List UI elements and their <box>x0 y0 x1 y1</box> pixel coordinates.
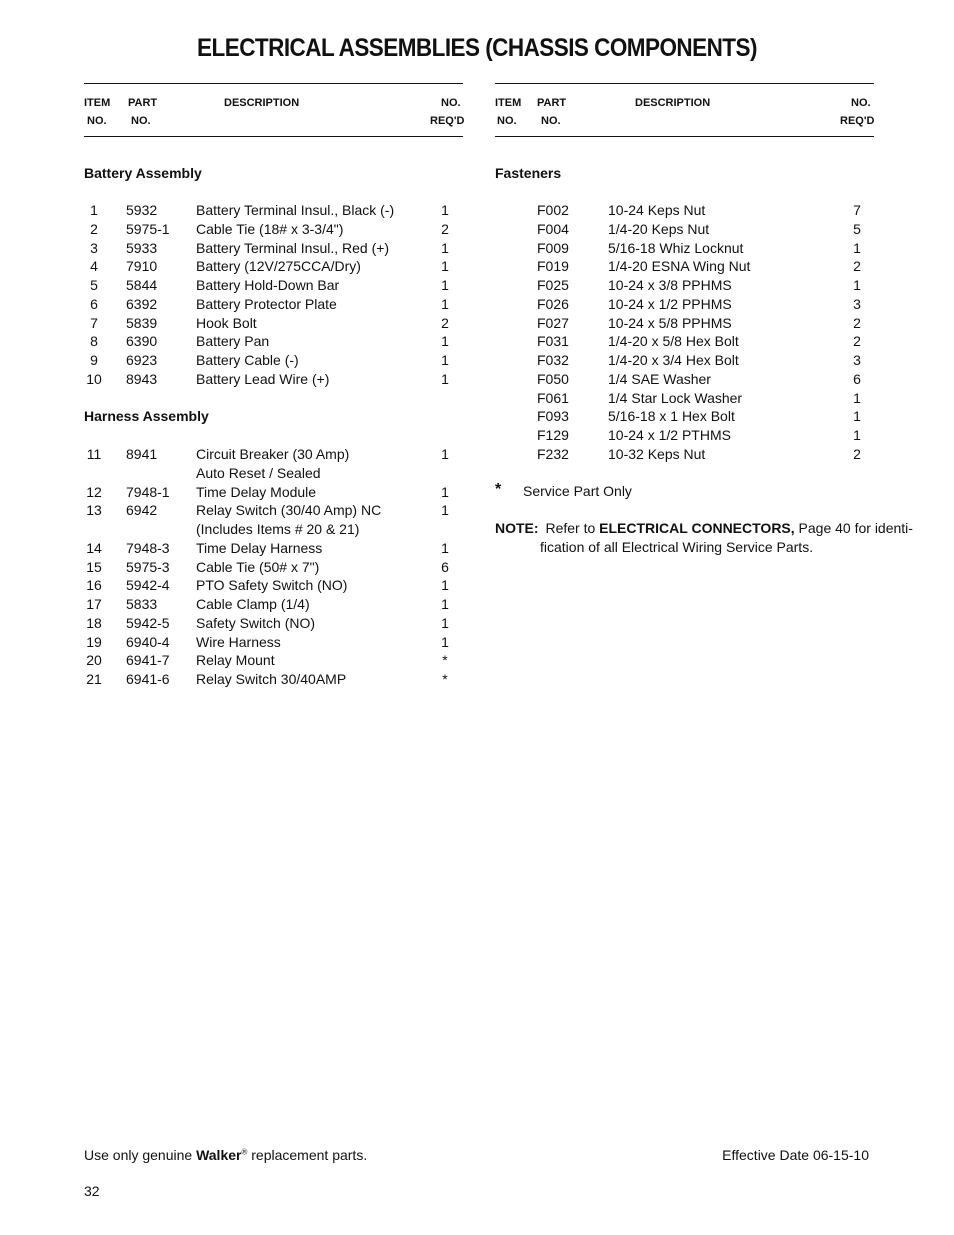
fastener-row <box>495 295 874 314</box>
part-row <box>84 257 463 276</box>
part-number: 5932 <box>126 202 158 218</box>
quantity-required: 5 <box>853 220 861 237</box>
part-number: 5844 <box>126 277 158 293</box>
quantity-required: 3 <box>853 295 861 312</box>
part-number: 5833 <box>126 596 158 612</box>
part-description: Relay Switch (30/40 Amp) NC <box>196 502 382 519</box>
note-continuation: fication of all Electrical Wiring Service Parts. <box>540 539 814 555</box>
quantity-required: * <box>442 671 448 687</box>
header-description-label: DESCRIPTION <box>635 97 711 109</box>
note-reference: ELECTRICAL CONNECTORS, <box>599 520 795 536</box>
part-number: 7910 <box>126 258 158 275</box>
header-item-no-label: NO. <box>87 115 107 127</box>
fastener-row <box>495 220 874 239</box>
quantity-required: 1 <box>441 502 449 519</box>
item-number: 18 <box>86 614 102 631</box>
column-header <box>84 84 463 136</box>
page-title: ELECTRICAL ASSEMBLIES (CHASSIS COMPONENTS) <box>197 34 757 62</box>
fastener-row <box>495 257 874 276</box>
part-number: 5839 <box>126 314 158 331</box>
item-number: 17 <box>86 596 102 612</box>
left-parts-column <box>84 83 465 687</box>
item-number: 3 <box>90 239 98 256</box>
quantity-required: 1 <box>441 633 449 650</box>
right-parts-column <box>495 83 913 555</box>
header-item-no-label: NO. <box>497 115 517 127</box>
footer-genuine-parts <box>84 1147 367 1163</box>
part-description: 10-24 x 1/2 PTHMS <box>608 427 731 443</box>
part-number: F002 <box>537 202 569 218</box>
quantity-required: 2 <box>441 220 449 237</box>
fastener-row <box>495 407 874 426</box>
part-description: 10-24 Keps Nut <box>608 202 706 218</box>
part-description: Relay Mount <box>196 652 275 669</box>
part-description: Cable Tie (50# x 7") <box>196 558 320 575</box>
quantity-required: 1 <box>441 333 449 350</box>
item-number: 2 <box>90 220 98 237</box>
part-number: F025 <box>537 277 569 293</box>
part-description: 10-32 Keps Nut <box>608 445 706 462</box>
quantity-required: 1 <box>441 202 449 218</box>
footer-text-start: Use only genuine <box>84 1147 193 1163</box>
part-number: 7948-1 <box>126 483 170 500</box>
quantity-required: 1 <box>853 408 861 425</box>
quantity-required: 1 <box>853 389 861 406</box>
part-description: 10-24 x 3/8 PPHMS <box>608 277 732 293</box>
quantity-required: 1 <box>853 427 861 443</box>
header-part-no-label: NO. <box>541 115 561 127</box>
part-description: Cable Clamp (1/4) <box>196 596 310 612</box>
quantity-required: 2 <box>853 445 861 462</box>
part-number: 6942 <box>126 502 158 519</box>
part-row <box>84 220 463 239</box>
item-number: 7 <box>90 314 98 331</box>
part-row <box>84 539 463 558</box>
part-row <box>84 332 463 351</box>
part-row <box>84 633 463 652</box>
header-part-no-label: NO. <box>131 115 151 127</box>
quantity-required: 1 <box>441 596 449 612</box>
part-row <box>84 595 463 614</box>
item-number: 10 <box>86 370 102 387</box>
part-number: 6390 <box>126 333 158 350</box>
part-description: Battery Cable (-) <box>196 352 299 368</box>
registered-mark: ® <box>241 1147 248 1157</box>
header-item-label: ITEM <box>495 97 522 109</box>
electrical-connectors-note <box>495 520 913 536</box>
item-number: 15 <box>86 558 102 575</box>
item-number: 1 <box>90 202 98 218</box>
part-number: F129 <box>537 427 569 443</box>
fastener-row <box>495 370 874 389</box>
part-description: 10-24 x 5/8 PPHMS <box>608 314 732 331</box>
part-description: Relay Switch 30/40AMP <box>196 671 347 687</box>
part-number: F031 <box>537 333 569 350</box>
fastener-row <box>495 239 874 258</box>
part-description: 1/4-20 x 5/8 Hex Bolt <box>608 333 739 350</box>
item-number: 20 <box>86 652 102 669</box>
part-row <box>84 670 463 689</box>
part-number: 5975-3 <box>126 558 170 575</box>
part-description: 1/4-20 x 3/4 Hex Bolt <box>608 352 739 368</box>
part-number: F093 <box>537 408 569 425</box>
part-row <box>84 201 463 220</box>
part-description: Battery Terminal Insul., Black (-) <box>196 202 395 218</box>
part-number: 5942-4 <box>126 577 170 594</box>
part-description: 1/4 Star Lock Washer <box>608 389 743 406</box>
harness-assembly-title: Harness Assembly <box>84 408 209 424</box>
part-number: 7948-3 <box>126 539 170 556</box>
part-description: Battery Protector Plate <box>196 295 337 312</box>
part-number: F019 <box>537 258 569 275</box>
part-description: Safety Switch (NO) <box>196 614 316 631</box>
part-number: F032 <box>537 352 569 368</box>
quantity-required: 3 <box>853 352 861 368</box>
fastener-row <box>495 276 874 295</box>
quantity-required: 1 <box>441 483 449 500</box>
quantity-required: 1 <box>441 446 449 462</box>
battery-assembly-title: Battery Assembly <box>84 165 202 181</box>
fastener-row <box>495 201 874 220</box>
header-qty-no-label: NO. <box>851 97 871 109</box>
part-number: F027 <box>537 314 569 331</box>
part-number: 5933 <box>126 239 158 256</box>
note-text-start: Refer to <box>545 520 596 536</box>
quantity-required: 2 <box>441 314 449 331</box>
part-number: 5942-5 <box>126 614 170 631</box>
part-row <box>84 295 463 314</box>
quantity-required: 1 <box>441 614 449 631</box>
quantity-required: 1 <box>441 352 449 368</box>
quantity-required: 1 <box>441 277 449 293</box>
fastener-row <box>495 389 874 408</box>
fastener-row <box>495 351 874 370</box>
part-number: 6941-6 <box>126 671 170 687</box>
part-description: Cable Tie (18# x 3-3/4") <box>196 220 344 237</box>
quantity-required: 7 <box>853 202 861 218</box>
item-number: 19 <box>86 633 102 650</box>
part-description: Wire Harness <box>196 633 281 650</box>
part-number: F026 <box>537 295 569 312</box>
quantity-required: 6 <box>441 558 449 575</box>
part-row <box>84 314 463 333</box>
part-row <box>84 501 463 520</box>
service-part-note: Service Part Only <box>523 483 632 499</box>
part-number: F009 <box>537 239 569 256</box>
quantity-required: 2 <box>853 314 861 331</box>
quantity-required: 6 <box>853 370 861 387</box>
item-number: 4 <box>90 258 98 275</box>
note-label: NOTE: <box>495 520 539 536</box>
header-part-label: PART <box>537 97 567 109</box>
fastener-row <box>495 314 874 333</box>
quantity-required: 2 <box>853 258 861 275</box>
part-row <box>84 351 463 370</box>
part-row <box>84 614 463 633</box>
part-description: 5/16-18 x 1 Hex Bolt <box>608 408 735 425</box>
quantity-required: 1 <box>441 539 449 556</box>
part-number: 5975-1 <box>126 220 170 237</box>
fastener-row <box>495 426 874 445</box>
header-bottom-rule <box>495 136 874 137</box>
item-number: 8 <box>90 333 98 350</box>
fastener-row <box>495 445 874 464</box>
part-description: 1/4-20 ESNA Wing Nut <box>608 258 751 275</box>
part-description: Battery Lead Wire (+) <box>196 370 330 387</box>
quantity-required: 1 <box>441 577 449 594</box>
item-number: 21 <box>86 671 102 687</box>
item-number: 9 <box>90 352 98 368</box>
part-description: Circuit Breaker (30 Amp) <box>196 446 350 462</box>
part-description: PTO Safety Switch (NO) <box>196 577 348 594</box>
part-row <box>84 651 463 670</box>
item-number: 5 <box>90 277 98 293</box>
part-row <box>84 483 463 502</box>
header-item-label: ITEM <box>84 97 111 109</box>
part-number: 6940-4 <box>126 633 170 650</box>
part-description: Battery (12V/275CCA/Dry) <box>196 258 361 275</box>
part-number: 8943 <box>126 370 158 387</box>
part-description: 1/4-20 Keps Nut <box>608 220 710 237</box>
part-number: F061 <box>537 389 569 406</box>
quantity-required: 2 <box>853 333 861 350</box>
fastener-row <box>495 332 874 351</box>
part-number: 6392 <box>126 295 158 312</box>
column-header <box>495 84 874 136</box>
part-number: 8941 <box>126 446 158 462</box>
part-number: F050 <box>537 370 569 387</box>
brand-name: Walker <box>196 1147 242 1163</box>
quantity-required: 1 <box>853 277 861 293</box>
part-description: (Includes Items # 20 & 21) <box>196 521 360 537</box>
quantity-required: 1 <box>853 239 861 256</box>
header-reqd-label: REQ'D <box>430 115 465 127</box>
item-number: 6 <box>90 295 98 312</box>
part-row <box>84 576 463 595</box>
page-number: 32 <box>84 1183 100 1199</box>
part-row <box>84 276 463 295</box>
part-description: Auto Reset / Sealed <box>196 464 321 481</box>
part-row <box>84 520 463 539</box>
quantity-required: 1 <box>441 239 449 256</box>
part-description: Battery Pan <box>196 333 270 350</box>
part-description: Time Delay Module <box>196 483 317 500</box>
header-qty-no-label: NO. <box>441 97 461 109</box>
part-row <box>84 445 463 464</box>
part-description: 5/16-18 Whiz Locknut <box>608 239 744 256</box>
header-bottom-rule <box>84 136 463 137</box>
quantity-required: 1 <box>441 370 449 387</box>
part-description: 1/4 SAE Washer <box>608 370 711 387</box>
quantity-required: 1 <box>441 258 449 275</box>
part-number: 6923 <box>126 352 158 368</box>
part-row <box>84 464 463 483</box>
item-number: 13 <box>86 502 102 519</box>
service-part-star: * <box>495 481 502 498</box>
quantity-required: 1 <box>441 295 449 312</box>
part-description: Battery Terminal Insul., Red (+) <box>196 239 390 256</box>
part-row <box>84 239 463 258</box>
effective-date: Effective Date 06-15-10 <box>722 1147 869 1163</box>
footer-text-end: replacement parts. <box>251 1147 368 1163</box>
part-number: 6941-7 <box>126 652 170 669</box>
part-description: Battery Hold-Down Bar <box>196 277 340 293</box>
part-description: Hook Bolt <box>196 314 257 331</box>
item-number: 12 <box>86 483 102 500</box>
part-description: 10-24 x 1/2 PPHMS <box>608 295 732 312</box>
header-reqd-label: REQ'D <box>840 115 875 127</box>
part-number: F004 <box>537 220 569 237</box>
header-description-label: DESCRIPTION <box>224 97 300 109</box>
header-part-label: PART <box>128 97 158 109</box>
part-row <box>84 370 463 389</box>
fasteners-title: Fasteners <box>495 165 562 181</box>
item-number: 14 <box>86 539 102 556</box>
item-number: 11 <box>86 446 102 462</box>
note-text-end: Page 40 for identi- <box>798 520 913 536</box>
quantity-required: * <box>442 652 448 669</box>
item-number: 16 <box>86 577 102 594</box>
part-number: F232 <box>537 445 569 462</box>
part-description: Time Delay Harness <box>196 539 323 556</box>
part-row <box>84 558 463 577</box>
